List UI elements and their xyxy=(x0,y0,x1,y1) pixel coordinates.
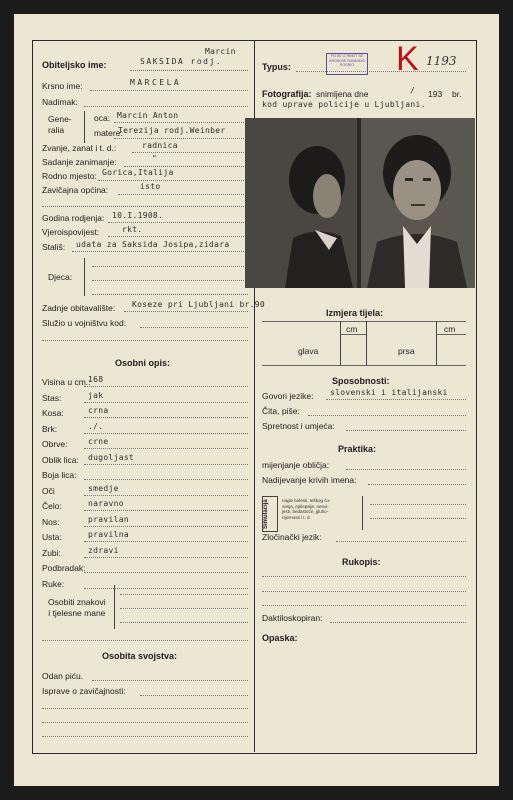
description-line xyxy=(84,510,248,511)
description-label: Oči xyxy=(42,485,55,496)
measure-divider-3 xyxy=(436,321,437,365)
surname-prefix: Marcin xyxy=(205,47,236,56)
description-label: Kosa: xyxy=(42,408,64,418)
home-municipality-label: Zavičajna općina: xyxy=(42,185,109,195)
practices-title: Praktika: xyxy=(338,444,377,454)
generalia-label: Gene- ralia xyxy=(48,114,72,135)
description-line xyxy=(84,572,248,573)
description-value: dugoljast xyxy=(88,452,135,462)
disguise-label: mijenjanje obličja: xyxy=(262,460,330,470)
abilities-title: Sposobnosti: xyxy=(332,376,390,386)
languages-line xyxy=(326,399,466,400)
personal-description-title: Osobni opis: xyxy=(115,358,170,368)
birth-year-value: 10.I.1908. xyxy=(112,211,164,220)
nickname-label: Nadimak: xyxy=(42,97,78,107)
blank-line-3 xyxy=(42,640,248,641)
given-name-line xyxy=(90,90,248,91)
blank-line-6 xyxy=(42,736,248,737)
description-line xyxy=(84,588,248,589)
photo-line-2: kod uprave policije u Ljubljani. xyxy=(262,100,426,109)
handwriting-line-2 xyxy=(262,591,466,592)
measure-cm-line-1 xyxy=(340,334,366,335)
last-residence-value: Koseze pri Ljubljani br.90 xyxy=(132,300,266,309)
mugshot-photo xyxy=(245,118,475,288)
simulation-bracket xyxy=(362,496,363,530)
blank-line-5 xyxy=(42,722,248,723)
children-label: Djeca: xyxy=(48,272,73,282)
description-line xyxy=(84,464,248,465)
special-traits-title: Osobita svojstva: xyxy=(102,651,178,661)
body-measure-title: Izmjera tijela: xyxy=(326,308,384,318)
birthplace-label: Rodno mjesto: xyxy=(42,171,97,181)
photo-taken-text: snimljena dne xyxy=(316,89,369,99)
distinctive-line-1 xyxy=(120,594,248,595)
languages-label: Govori jezike: xyxy=(262,391,314,401)
skills-line xyxy=(346,430,466,431)
children-line-2 xyxy=(92,280,248,281)
mother-value: Terezija rodj.Weinber xyxy=(118,126,226,135)
description-label: Usta: xyxy=(42,532,62,542)
description-label: Visina u cm.: xyxy=(42,377,91,387)
fingerprinted-line xyxy=(330,622,466,623)
surname-line xyxy=(130,70,248,71)
generalia-bracket xyxy=(84,111,85,143)
children-line-3 xyxy=(92,294,248,295)
description-label: Podbradak: xyxy=(42,563,86,573)
simulation-label: Simulacija xyxy=(262,496,278,532)
description-label: Nos: xyxy=(42,516,60,527)
residency-docs-line xyxy=(140,695,248,696)
disguise-line xyxy=(346,469,466,470)
photo-slash: / xyxy=(410,86,416,95)
handwriting-title: Rukopis: xyxy=(342,557,381,567)
religion-value: rkt. xyxy=(122,225,143,234)
distinctive-line-2 xyxy=(120,608,248,609)
distinctive-marks-bracket xyxy=(114,585,115,629)
occupation-line xyxy=(132,152,248,153)
description-line xyxy=(84,495,248,496)
false-names-line xyxy=(368,484,466,485)
typus-label: Typus: xyxy=(262,62,291,72)
reading-line xyxy=(308,415,466,416)
measure-divider-2 xyxy=(366,321,367,365)
birth-year-label: Godina rodjenja: xyxy=(42,213,105,223)
marital-value: udata za Saksida Josipa,zidara xyxy=(76,240,230,249)
false-names-label: Nadijevanje krivih imena: xyxy=(262,475,357,485)
blank-line-2 xyxy=(42,340,248,341)
head-label: glava xyxy=(298,346,319,356)
description-label: Čelo: xyxy=(42,501,62,511)
office-stamp: PO SE IZ RINGT SE KROSOVE RAVANDIS POGRIO xyxy=(326,53,368,75)
cm-label-1: cm xyxy=(346,324,358,334)
description-line xyxy=(84,417,248,418)
description-line xyxy=(84,386,248,387)
typus-line xyxy=(296,71,466,72)
description-value: smedje xyxy=(88,483,119,493)
description-value: crna xyxy=(88,406,109,415)
handwritten-letter: K xyxy=(396,40,419,78)
military-service-label: Služio u vojništvu kod: xyxy=(42,318,127,328)
last-residence-line xyxy=(124,311,248,312)
languages-value: slovenski i italijanski xyxy=(330,388,448,397)
distinctive-line-3 xyxy=(120,622,248,623)
photo-year: 193 xyxy=(428,89,443,99)
father-line xyxy=(114,122,248,123)
description-label: Boja lica: xyxy=(42,470,77,480)
home-municipality-value: isto xyxy=(140,182,161,191)
given-name-label: Krsno ime: xyxy=(42,81,83,91)
description-line xyxy=(84,557,248,558)
description-value: zdravi xyxy=(88,545,119,555)
father-value: Marcin Anton xyxy=(117,111,179,120)
description-value: 168 xyxy=(88,375,104,384)
reading-label: Čita, piše: xyxy=(262,406,300,416)
handwriting-line-3 xyxy=(262,605,466,606)
mother-line xyxy=(114,138,248,139)
handwriting-line-1 xyxy=(262,576,466,577)
given-name-value: MARCELA xyxy=(130,78,182,87)
skills-label: Spretnost i umjeća: xyxy=(262,421,335,431)
description-label: Stas: xyxy=(42,392,62,403)
current-occupation-value: " xyxy=(152,154,158,163)
military-service-line xyxy=(140,327,248,328)
chest-label: prsa xyxy=(398,346,415,356)
description-value: crne xyxy=(88,437,109,446)
measure-cm-line-2 xyxy=(436,334,466,335)
description-line xyxy=(84,479,248,480)
description-value: naravno xyxy=(88,499,124,508)
description-label: Zubi: xyxy=(42,547,61,558)
description-line xyxy=(84,526,248,527)
photo-label: Fotografija: xyxy=(262,89,312,99)
description-label: Obrve: xyxy=(42,439,68,449)
birth-year-line xyxy=(108,222,248,223)
measure-bottom-line xyxy=(262,365,466,366)
birthplace-value: Gorica,Italija xyxy=(102,168,174,177)
criminal-jargon-line xyxy=(336,541,466,542)
surname-label: Obiteljsko ime: xyxy=(42,60,107,70)
current-occupation-label: Sadanje zanimanje: xyxy=(42,157,117,167)
blank-line-4 xyxy=(42,708,248,709)
description-line xyxy=(84,541,248,542)
children-line-1 xyxy=(92,266,248,267)
birthplace-line xyxy=(98,180,248,181)
last-residence-label: Zadnje obitavalište: xyxy=(42,303,116,313)
simulation-text: nagle bolesti, teškog ču- venja, epilepsije, nesvi- jesti, bedastoće, gluho- nijemosti i t. d. xyxy=(282,498,331,520)
marital-line xyxy=(72,251,248,252)
description-label: Ruke: xyxy=(42,578,65,589)
description-line xyxy=(84,402,248,403)
description-value: pravilna xyxy=(88,530,129,539)
simulation-line-2 xyxy=(370,518,466,519)
father-label: oca: xyxy=(94,113,111,123)
residency-docs-label: Isprave o zavičajnosti: xyxy=(42,686,126,696)
measure-divider-1 xyxy=(340,321,341,365)
religion-line xyxy=(108,236,248,237)
description-value: ./. xyxy=(88,421,104,431)
children-bracket xyxy=(84,258,85,296)
description-value: jak xyxy=(88,390,104,400)
marital-label: Stališ: xyxy=(42,242,66,252)
mugshot-image xyxy=(245,118,475,288)
current-occupation-line xyxy=(124,166,248,167)
simulation-line-1 xyxy=(370,504,466,505)
description-value: pravilan xyxy=(88,514,129,524)
handwritten-number: 1193 xyxy=(426,54,457,68)
surname-value: SAKSIDA rodj. xyxy=(140,57,223,66)
home-municipality-line xyxy=(118,194,248,195)
occupation-value: radnica xyxy=(142,141,178,150)
description-line xyxy=(84,448,248,449)
religion-label: Vjeroispovijest: xyxy=(42,227,100,237)
description-label: Brk: xyxy=(42,423,58,434)
drinking-label: Odan piću. xyxy=(42,671,84,681)
nickname-line xyxy=(84,106,248,107)
remarks-label: Opaska: xyxy=(262,633,298,643)
drinking-line xyxy=(92,680,248,681)
blank-line-1 xyxy=(42,206,248,207)
distinctive-marks-label: Osobiti znakovi i tjelesne mane xyxy=(48,597,106,618)
criminal-jargon-label: Zločinački jezik: xyxy=(262,532,322,542)
fingerprinted-label: Daktiloskopiran: xyxy=(262,613,323,623)
mother-label: matere: xyxy=(94,128,123,138)
cm-label-2: cm xyxy=(444,324,456,334)
photo-br: br. xyxy=(452,89,462,99)
description-label: Oblik lica: xyxy=(42,454,79,465)
occupation-label: Zvanje, zanat i t. d.: xyxy=(42,143,117,153)
description-line xyxy=(84,433,248,434)
